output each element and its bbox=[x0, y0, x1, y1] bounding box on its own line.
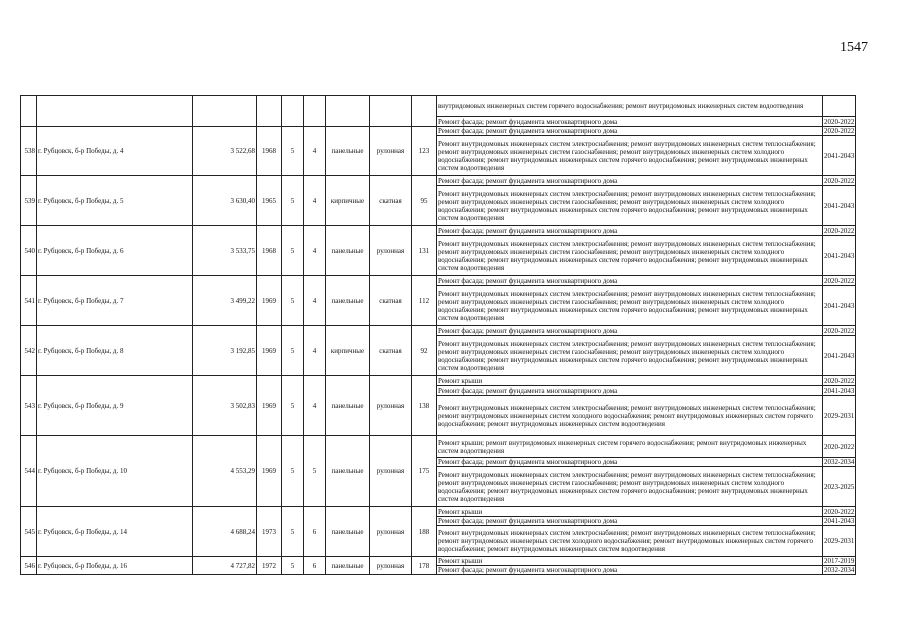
work-period: 2020-2022 bbox=[823, 436, 856, 458]
build-year: 1969 bbox=[257, 376, 282, 436]
roof-type: рулонная bbox=[370, 127, 412, 176]
repair-schedule-table bbox=[20, 95, 856, 575]
row-number: 545 bbox=[21, 507, 37, 557]
entrances-count: 5 bbox=[304, 436, 326, 507]
work-period: 2041-2043 bbox=[823, 286, 856, 326]
row-number: 538 bbox=[21, 127, 37, 176]
total-area: 4 688,24 bbox=[193, 507, 257, 557]
apartments-count: 188 bbox=[412, 507, 437, 557]
floors-count: 5 bbox=[282, 326, 304, 376]
work-period: 2041-2043 bbox=[824, 386, 855, 395]
apartments-count: 178 bbox=[412, 557, 437, 575]
apartments-count: 131 bbox=[412, 226, 437, 276]
apartments-count: 123 bbox=[412, 127, 437, 176]
empty-cell bbox=[282, 96, 304, 127]
empty-cell bbox=[193, 96, 257, 127]
entrances-count: 4 bbox=[304, 226, 326, 276]
floors-count: 5 bbox=[282, 436, 304, 507]
work-description: Ремонт фасада; ремонт фундамента многоквартирного дома bbox=[437, 517, 823, 526]
table-row bbox=[21, 557, 856, 566]
entrances-count: 4 bbox=[304, 326, 326, 376]
work-period: 2023-2025 bbox=[823, 467, 856, 507]
wall-material: панельные bbox=[326, 436, 370, 507]
wall-material: панельные bbox=[326, 376, 370, 436]
work-period: 2029-2031 bbox=[823, 526, 856, 557]
house-address: г. Рубцовск, б-р Победы, д. 14 bbox=[37, 507, 193, 557]
roof-type: рулонная bbox=[370, 557, 412, 575]
row-number: 544 bbox=[21, 436, 37, 507]
wall-material: панельные bbox=[326, 127, 370, 176]
apartments-count: 112 bbox=[412, 276, 437, 326]
work-period: 2020-2022 bbox=[824, 127, 855, 135]
work-description: внутридомовых инженерных систем горячего водоснабжения; ремонт внутридомовых инженерных систем водоотведения bbox=[437, 96, 823, 117]
house-address: г. Рубцовск, б-р Победы, д. 9 bbox=[37, 376, 193, 436]
house-address: г. Рубцовск, б-р Победы, д. 6 bbox=[37, 226, 193, 276]
work-description: Ремонт крыши bbox=[437, 557, 823, 566]
table-row bbox=[21, 127, 856, 136]
build-year: 1969 bbox=[257, 276, 282, 326]
work-period: 2041-2043 bbox=[823, 136, 856, 176]
table-row bbox=[21, 96, 856, 117]
roof-type: рулонная bbox=[370, 226, 412, 276]
work-period: 2029-2031 bbox=[823, 396, 856, 436]
work-description: Ремонт фасада; ремонт фундамента многоквартирного дома bbox=[437, 117, 823, 127]
build-year: 1972 bbox=[257, 557, 282, 575]
work-period: 2032-2034 bbox=[824, 458, 855, 466]
row-number: 543 bbox=[21, 376, 37, 436]
work-description: Ремонт фасада; ремонт фундамента многоквартирного дома bbox=[437, 276, 823, 286]
row-number: 540 bbox=[21, 226, 37, 276]
wall-material: панельные bbox=[326, 276, 370, 326]
empty-cell bbox=[304, 96, 326, 127]
work-period: 2020-2022 bbox=[824, 276, 855, 285]
work-description: Ремонт крыши; ремонт внутридомовых инженерных систем горячего водоснабжения; ремонт внутридомовых инженерных систем водоотведения bbox=[437, 436, 823, 458]
row-number: 546 bbox=[21, 557, 37, 575]
entrances-count: 4 bbox=[304, 127, 326, 176]
floors-count: 5 bbox=[282, 127, 304, 176]
row-number: 541 bbox=[21, 276, 37, 326]
total-area: 3 499,22 bbox=[193, 276, 257, 326]
total-area: 4 553,29 bbox=[193, 436, 257, 507]
work-description: Ремонт внутридомовых инженерных систем электроснабжения; ремонт внутридомовых инженерных систем теплоснабжения; ремонт внутридомовых инженерных систем газоснабжения; ремонт внутридомовых инженерных систем холодного водоснабжения; ремонт внутридомовых инженерных систем горячего водоснабжения; ремонт внутридомовых инженерных систем водоотведения bbox=[437, 336, 823, 376]
build-year: 1968 bbox=[257, 127, 282, 176]
work-period: 2020-2022 bbox=[824, 376, 855, 385]
work-description: Ремонт внутридомовых инженерных систем электроснабжения; ремонт внутридомовых инженерных систем теплоснабжения; ремонт внутридомовых инженерных систем газоснабжения; ремонт внутридомовых инженерных систем холодного водоснабжения; ремонт внутридомовых инженерных систем горячего водоснабжения; ремонт внутридомовых инженерных систем водоотведения bbox=[437, 286, 823, 326]
apartments-count: 138 bbox=[412, 376, 437, 436]
entrances-count: 6 bbox=[304, 507, 326, 557]
build-year: 1968 bbox=[257, 226, 282, 276]
work-description: Ремонт фасада; ремонт фундамента многоквартирного дома bbox=[437, 226, 823, 236]
house-address: г. Рубцовск, б-р Победы, д. 8 bbox=[37, 326, 193, 376]
row-number: 542 bbox=[21, 326, 37, 376]
build-year: 1973 bbox=[257, 507, 282, 557]
empty-cell bbox=[412, 96, 437, 127]
work-description: Ремонт крыши bbox=[437, 507, 823, 517]
empty-cell bbox=[326, 96, 370, 127]
work-period: 2041-2043 bbox=[824, 517, 855, 525]
build-year: 1965 bbox=[257, 176, 282, 226]
work-description: Ремонт внутридомовых инженерных систем электроснабжения; ремонт внутридомовых инженерных систем теплоснабжения; ремонт внутридомовых инженерных систем газоснабжения; ремонт внутридомовых инженерных систем холодного водоснабжения; ремонт внутридомовых инженерных систем горячего водоснабжения; ремонт внутридомовых инженерных систем водоотведения bbox=[437, 186, 823, 226]
roof-type: рулонная bbox=[370, 376, 412, 436]
work-period: 2020-2022 bbox=[824, 226, 855, 235]
house-address: г. Рубцовск, б-р Победы, д. 16 bbox=[37, 557, 193, 575]
wall-material: панельные bbox=[326, 557, 370, 575]
table-row bbox=[21, 326, 856, 336]
roof-type: скатная bbox=[370, 326, 412, 376]
roof-type: рулонная bbox=[370, 507, 412, 557]
entrances-count: 4 bbox=[304, 176, 326, 226]
floors-count: 5 bbox=[282, 276, 304, 326]
apartments-count: 95 bbox=[412, 176, 437, 226]
table-row bbox=[21, 176, 856, 186]
apartments-count: 92 bbox=[412, 326, 437, 376]
wall-material: кирпичные bbox=[326, 176, 370, 226]
apartments-count: 175 bbox=[412, 436, 437, 507]
work-period bbox=[823, 96, 856, 117]
work-period: 2020-2022 bbox=[824, 507, 855, 516]
build-year: 1969 bbox=[257, 326, 282, 376]
roof-type: скатная bbox=[370, 176, 412, 226]
work-period: 2041-2043 bbox=[823, 236, 856, 276]
empty-cell bbox=[257, 96, 282, 127]
work-description: Ремонт внутридомовых инженерных систем электроснабжения; ремонт внутридомовых инженерных систем теплоснабжения; ремонт внутридомовых инженерных систем газоснабжения; ремонт внутридомовых инженерных систем холодного водоснабжения; ремонт внутридомовых инженерных систем горячего водоснабжения; ремонт внутридомовых инженерных систем водоотведения bbox=[437, 136, 823, 176]
work-description: Ремонт внутридомовых инженерных систем электроснабжения; ремонт внутридомовых инженерных систем теплоснабжения; ремонт внутридомовых инженерных систем газоснабжения; ремонт внутридомовых инженерных систем холодного водоснабжения; ремонт внутридомовых инженерных систем горячего водоснабжения; ремонт внутридомовых инженерных систем водоотведения bbox=[437, 236, 823, 276]
work-description: Ремонт внутридомовых инженерных систем электроснабжения; ремонт внутридомовых инженерных систем теплоснабжения; ремонт внутридомовых инженерных систем газоснабжения; ремонт внутридомовых инженерных систем холодного водоснабжения; ремонт внутридомовых инженерных систем горячего водоснабжения; ремонт внутридомовых инженерных систем водоотведения bbox=[437, 467, 823, 507]
work-description: Ремонт фасада; ремонт фундамента многоквартирного дома bbox=[437, 326, 823, 336]
work-description: Ремонт фасада; ремонт фундамента многоквартирного дома bbox=[437, 127, 823, 136]
wall-material: панельные bbox=[326, 507, 370, 557]
floors-count: 5 bbox=[282, 176, 304, 226]
work-period: 2041-2043 bbox=[823, 336, 856, 376]
work-description: Ремонт фасада; ремонт фундамента многоквартирного дома bbox=[437, 176, 823, 186]
page-number: 1547 bbox=[840, 40, 868, 55]
table-row bbox=[21, 507, 856, 517]
total-area: 4 727,82 bbox=[193, 557, 257, 575]
roof-type: рулонная bbox=[370, 436, 412, 507]
house-address: г. Рубцовск, б-р Победы, д. 10 bbox=[37, 436, 193, 507]
house-address: г. Рубцовск, б-р Победы, д. 4 bbox=[37, 127, 193, 176]
work-description: Ремонт внутридомовых инженерных систем электроснабжения; ремонт внутридомовых инженерных систем теплоснабжения; ремонт внутридомовых инженерных систем холодного водоснабжения; ремонт внутридомовых инженерных систем горячего водоснабжения; ремонт внутридомовых инженерных систем водоотведения bbox=[437, 526, 823, 557]
work-period: 2020-2022 bbox=[824, 176, 855, 185]
work-description: Ремонт фасада; ремонт фундамента многоквартирного дома bbox=[437, 566, 823, 575]
build-year: 1969 bbox=[257, 436, 282, 507]
entrances-count: 4 bbox=[304, 376, 326, 436]
table-row bbox=[21, 376, 856, 386]
table-row bbox=[21, 276, 856, 286]
entrances-count: 4 bbox=[304, 276, 326, 326]
work-period: 2020-2022 bbox=[824, 326, 855, 335]
total-area: 3 533,75 bbox=[193, 226, 257, 276]
floors-count: 5 bbox=[282, 557, 304, 575]
total-area: 3 522,68 bbox=[193, 127, 257, 176]
total-area: 3 630,40 bbox=[193, 176, 257, 226]
work-period: 2041-2043 bbox=[823, 186, 856, 226]
table-row bbox=[21, 226, 856, 236]
table-row bbox=[21, 436, 856, 458]
work-description: Ремонт внутридомовых инженерных систем электроснабжения; ремонт внутридомовых инженерных систем теплоснабжения; ремонт внутридомовых инженерных систем холодного водоснабжения; ремонт внутридомовых инженерных систем горячего водоснабжения; ремонт внутридомовых инженерных систем водоотведения bbox=[437, 396, 823, 436]
work-description: Ремонт фасада; ремонт фундамента многоквартирного дома bbox=[437, 386, 823, 396]
work-description: Ремонт крыши bbox=[437, 376, 823, 386]
empty-cell bbox=[21, 96, 37, 127]
floors-count: 5 bbox=[282, 507, 304, 557]
house-address: г. Рубцовск, б-р Победы, д. 5 bbox=[37, 176, 193, 226]
work-period: 2017-2019 bbox=[824, 557, 855, 565]
work-description: Ремонт фасада; ремонт фундамента многоквартирного дома bbox=[437, 458, 823, 467]
wall-material: панельные bbox=[326, 226, 370, 276]
floors-count: 5 bbox=[282, 376, 304, 436]
entrances-count: 6 bbox=[304, 557, 326, 575]
house-address: г. Рубцовск, б-р Победы, д. 7 bbox=[37, 276, 193, 326]
floors-count: 5 bbox=[282, 226, 304, 276]
work-period: 2020-2022 bbox=[824, 117, 855, 126]
work-period: 2032-2034 bbox=[824, 566, 855, 574]
row-number: 539 bbox=[21, 176, 37, 226]
total-area: 3 192,85 bbox=[193, 326, 257, 376]
wall-material: кирпичные bbox=[326, 326, 370, 376]
total-area: 3 502,83 bbox=[193, 376, 257, 436]
empty-cell bbox=[37, 96, 193, 127]
roof-type: скатная bbox=[370, 276, 412, 326]
empty-cell bbox=[370, 96, 412, 127]
